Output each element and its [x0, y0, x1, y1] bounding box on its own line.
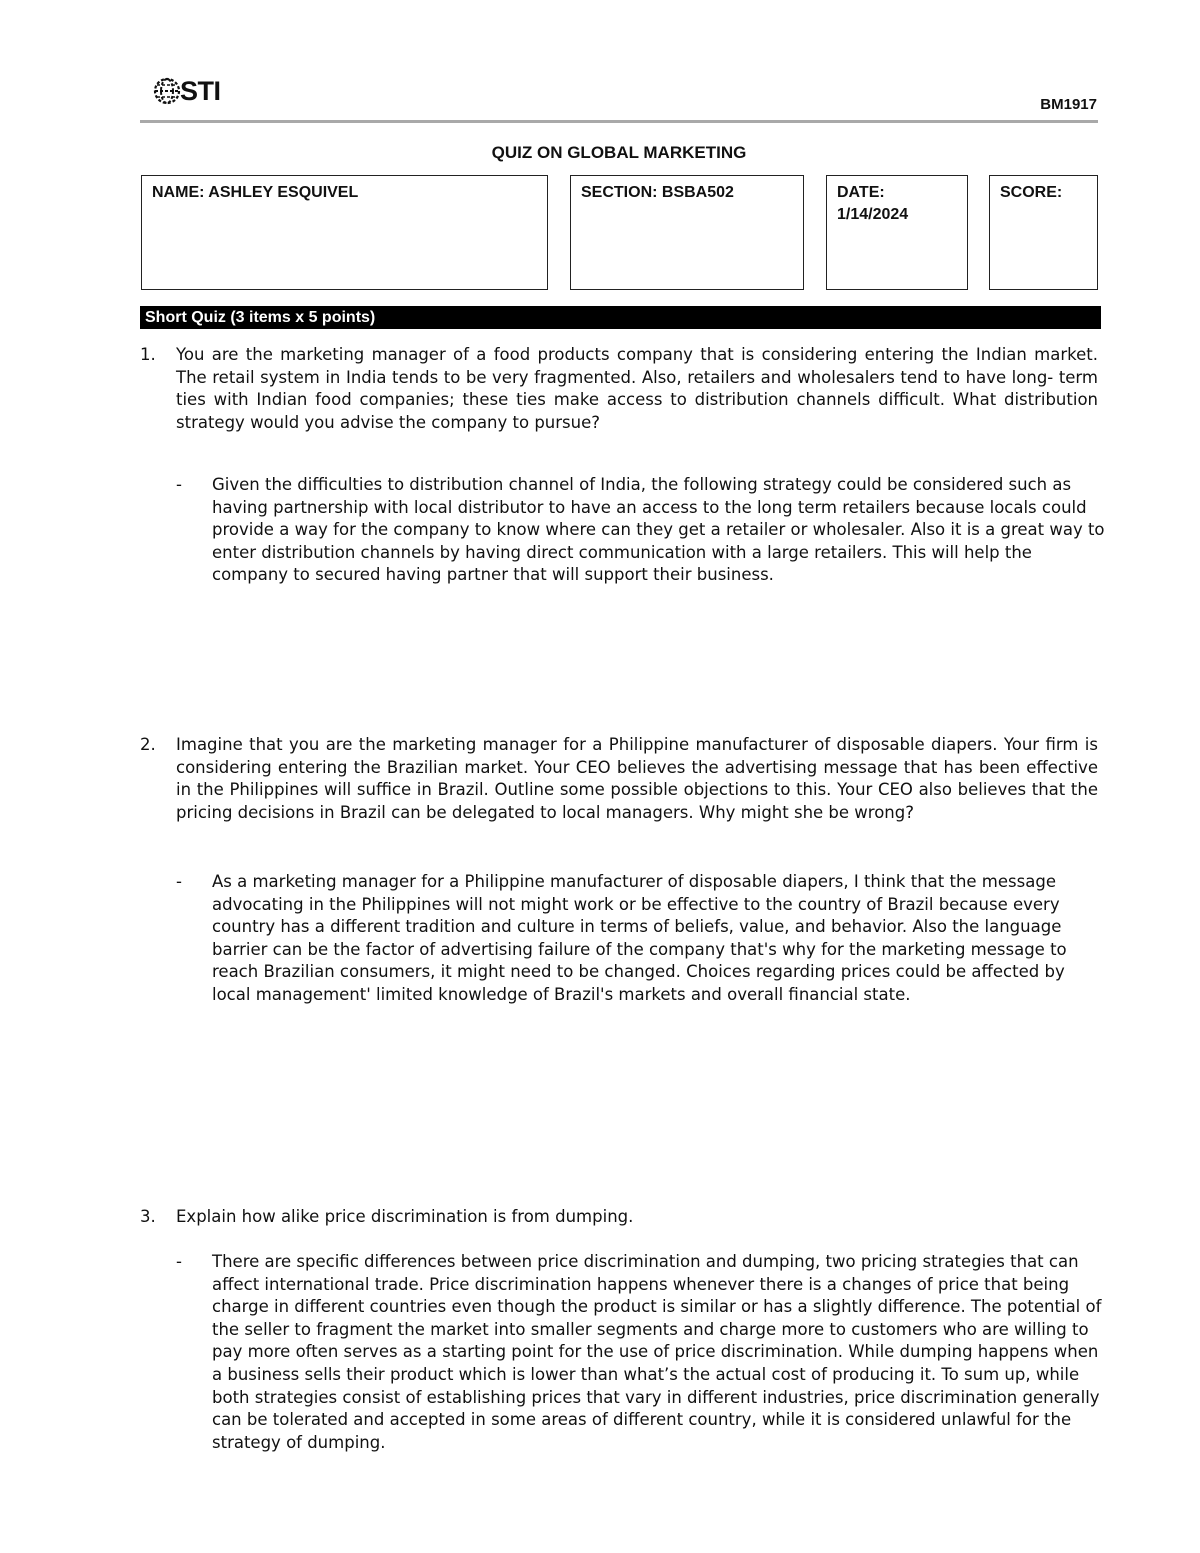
- document-code: BM1917: [1040, 96, 1097, 113]
- question-2: [140, 734, 1098, 824]
- question-text: You are the marketing manager of a food products company that is considering entering the Indian market. The retail system in India tends to be very fragmented. Also, retailers and wholesalers tend to have long- term ties with Indian food companies; these ties make access to distribution channels difficult. What distribution strategy would you advise the company to pursue?: [176, 345, 1098, 432]
- answer-text: As a marketing manager for a Philippine manufacturer of disposable diapers, I think that the message advocating in the Philippines will not might work or be effective to the country of Brazil because every country has a different tradition and culture in terms of beliefs, value, and behavior. Also the language barrier can be the factor of advertising failure of the company that's why for the marketing message to reach Brazilian consumers, it might need to be changed. Choices regarding prices could be affected by local management' limited knowledge of Brazil's markets and overall financial state.: [212, 872, 1067, 1004]
- answer-bullet: -: [176, 872, 182, 891]
- question-text: Imagine that you are the marketing manager for a Philippine manufacturer of disposable diapers. Your firm is considering entering the Brazilian market. Your CEO believes the advertising message that has been effective in the Philippines will suffice in Brazil. Outline some possible objections to this. Your CEO also believes that the pricing decisions in Brazil can be delegated to local managers. Why might she be wrong?: [176, 735, 1098, 822]
- date-box: [826, 175, 968, 290]
- question-number: 2.: [140, 735, 156, 754]
- question-3: [140, 1206, 1098, 1229]
- logo-text: STI: [180, 75, 221, 106]
- answer-text: Given the difficulties to distribution channel of India, the following strategy could be considered such as having partnership with local distributor to have an access to the long term retailers because locals could provide a way for the company to know where can they get a retailer or wholesaler. Also it is a great way to enter distribution channels by having direct communication with a large retailers. This will help the company to secured having partner that will support their business.: [212, 475, 1105, 585]
- name-label: NAME: ASHLEY ESQUIVEL: [152, 184, 359, 201]
- answer-bullet: -: [176, 1252, 182, 1271]
- page-title: QUIZ ON GLOBAL MARKETING: [491, 143, 747, 162]
- question-number: 3.: [140, 1207, 156, 1226]
- answer-bullet: -: [176, 475, 182, 494]
- answer-text: There are specific differences between price discrimination and dumping, two pricing strategies that can affect international trade. Price discrimination happens whenever there is a changes of price that being charge in different countries even though the product is similar or has a slightly difference. The potential of the seller to fragment the market into smaller segments and charge more to customers who are willing to pay more often serves as a starting point for the use of price discrimination. While dumping happens when a business sells their product which is lower than what’s the actual cost of producing it. To sum up, while both strategies consist of establishing prices that vary in different industries, price discrimination generally can be tolerated and accepted in some areas of different country, while it is considered unlawful for the strategy of dumping.: [212, 1252, 1102, 1452]
- answer-3: [176, 1251, 1108, 1454]
- date-value: 1/14/2024: [837, 206, 909, 223]
- date-label: DATE:: [837, 184, 885, 201]
- score-label: SCORE:: [1000, 184, 1063, 201]
- globe-icon: [152, 76, 182, 106]
- question-number: 1.: [140, 345, 156, 364]
- question-1: [140, 344, 1098, 434]
- section-box: [570, 175, 804, 290]
- section-heading: Short Quiz (3 items x 5 points): [140, 306, 1101, 329]
- question-text: Explain how alike price discrimination is from dumping.: [176, 1207, 634, 1226]
- answer-1: [176, 474, 1108, 587]
- header-divider: [140, 120, 1098, 123]
- score-box: [989, 175, 1098, 290]
- name-box: [141, 175, 548, 290]
- answer-2: [176, 871, 1108, 1007]
- sti-logo: [152, 76, 221, 106]
- section-label: SECTION: BSBA502: [581, 184, 734, 201]
